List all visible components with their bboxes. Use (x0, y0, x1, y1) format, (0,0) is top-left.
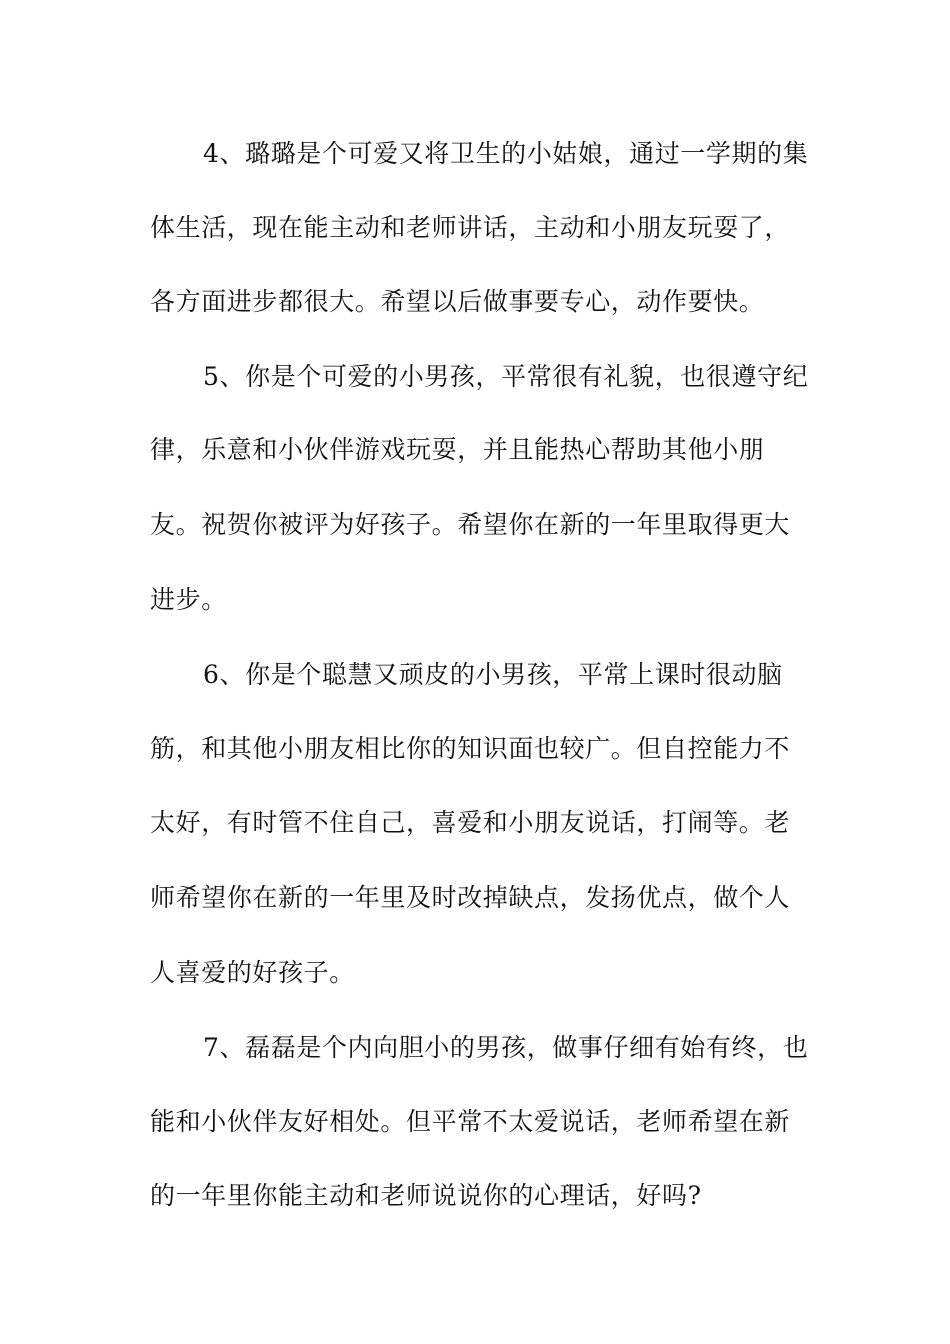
paragraph-line: 筋，和其他小朋友相比你的知识面也较广。但自控能力不 (150, 734, 791, 763)
paragraph-line: 能和小伙伴友好相处。但平常不太爱说话，老师希望在新 (150, 1107, 791, 1136)
paragraph-line: 体生活，现在能主动和老师讲话，主动和小朋友玩耍了， (150, 213, 791, 242)
paragraph-line: 5、你是个可爱的小男孩，平常很有礼貌，也很遵守纪 (203, 362, 809, 391)
paragraph-line: 进步。 (150, 585, 227, 614)
paragraph-line: 律，乐意和小伙伴游戏玩耍，并且能热心帮助其他小朋 (150, 435, 765, 464)
paragraph-line: 6、你是个聪慧又顽皮的小男孩，平常上课时很动脑 (203, 660, 783, 689)
paragraph-line: 的一年里你能主动和老师说说你的心理话，好吗? (150, 1181, 702, 1210)
paragraph-line: 师希望你在新的一年里及时改掉缺点，发扬优点，做个人 (150, 883, 791, 912)
paragraph-line: 太好，有时管不住自己，喜爱和小朋友说话，打闹等。老 (150, 808, 791, 837)
paragraph-line: 人喜爱的好孩子。 (150, 958, 355, 987)
paragraph-line: 各方面进步都很大。希望以后做事要专心，动作要快。 (150, 287, 765, 316)
paragraph-line: 7、磊磊是个内向胆小的男孩，做事仔细有始有终，也 (203, 1033, 809, 1062)
paragraph-line: 4、璐璐是个可爱又将卫生的小姑娘，通过一学期的集 (203, 139, 809, 168)
paragraph-line: 友。祝贺你被评为好孩子。希望你在新的一年里取得更大 (150, 510, 791, 539)
